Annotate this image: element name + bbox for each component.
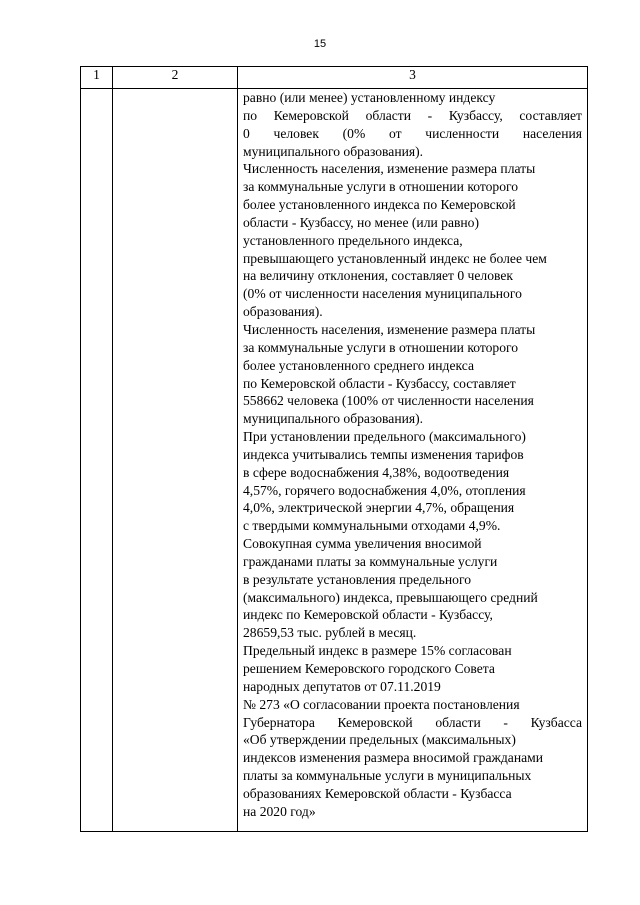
text-line: (0% от численности населения муниципального [243,286,522,302]
text-line: равно (или менее) установленному индексу [243,90,496,105]
text-line: по Кемеровской области - Кузбассу, составляет [243,375,516,391]
text-line: по Кемеровской области - Кузбассу, составляет [243,107,582,123]
text-line: индексов изменения размера вносимой гражданами [243,750,544,766]
text-line: муниципального образования). [243,411,424,427]
text-line: более установленного индекса по Кемеровской [243,197,516,213]
header-cell-2: 2 [113,67,238,89]
text-line: за коммунальные услуги в отношении которого [243,339,519,355]
text-line: индекс по Кемеровской области - Кузбассу, [243,607,493,623]
cell-col-3 [238,89,588,832]
text-line: более установленного среднего индекса [243,357,475,373]
text-line: муниципального образования). [243,143,424,159]
text-line: Численность населения, изменение размера платы [243,161,536,177]
text-line: образованиях Кемеровской области - Кузбасса [243,785,512,801]
cell-col-1 [81,89,113,832]
cell-text [238,89,587,821]
text-line: области - Кузбассу, но менее (или равно) [243,214,479,230]
text-line: превышающего установленный индекс не более чем [243,250,547,266]
text-line: за коммунальные услуги в отношении которого [243,179,519,195]
text-line: 4,57%, горячего водоснабжения 4,0%, отопления [243,482,526,498]
text-line: на величину отклонения, составляет 0 человек [243,268,513,284]
page-number: 15 [313,38,327,50]
text-line: народных депутатов от 07.11.2019 [243,678,441,694]
text-line: Совокупная сумма увеличения вносимой [243,536,482,552]
table-row [81,89,588,832]
text-line: в сфере водоснабжения 4,38%, водоотведения [243,464,510,480]
text-line: № 273 «О согласовании проекта постановления [243,696,520,712]
text-line: на 2020 год» [243,803,316,819]
text-line: платы за коммунальные услуги в муниципальных [243,768,532,784]
header-cell-1: 1 [81,67,113,89]
header-cell-3: 3 [238,67,588,89]
text-line: 28659,53 тыс. рублей в месяц. [243,625,417,641]
text-line: (максимального) индекса, превышающего средний [243,589,538,605]
text-line: 558662 человека (100% от численности населения [243,393,534,409]
text-line: 4,0%, электрической энергии 4,7%, обращения [243,500,515,516]
text-line: При установлении предельного (максимального) [243,429,526,445]
text-line: решением Кемеровского городского Совета [243,661,495,676]
text-line: гражданами платы за коммунальные услуги [243,553,498,569]
text-line: Губернатора Кемеровской области - Кузбасса [243,714,582,730]
document-table [80,66,588,832]
text-line: «Об утверждении предельных (максимальных) [243,732,516,748]
text-line: индекса учитывались темпы изменения тарифов [243,446,524,462]
text-line: Численность населения, изменение размера платы [243,321,536,337]
text-line: установленного предельного индекса, [243,232,463,248]
text-line: Предельный индекс в размере 15% согласован [243,643,512,659]
text-line: с твердыми коммунальными отходами 4,9%. [243,518,501,534]
text-line: в результате установления предельного [243,571,471,587]
text-line: 0 человек (0% от численности населения [243,125,582,141]
text-line: образования). [243,304,323,320]
table-header-row [81,67,588,89]
cell-col-2 [113,89,238,832]
